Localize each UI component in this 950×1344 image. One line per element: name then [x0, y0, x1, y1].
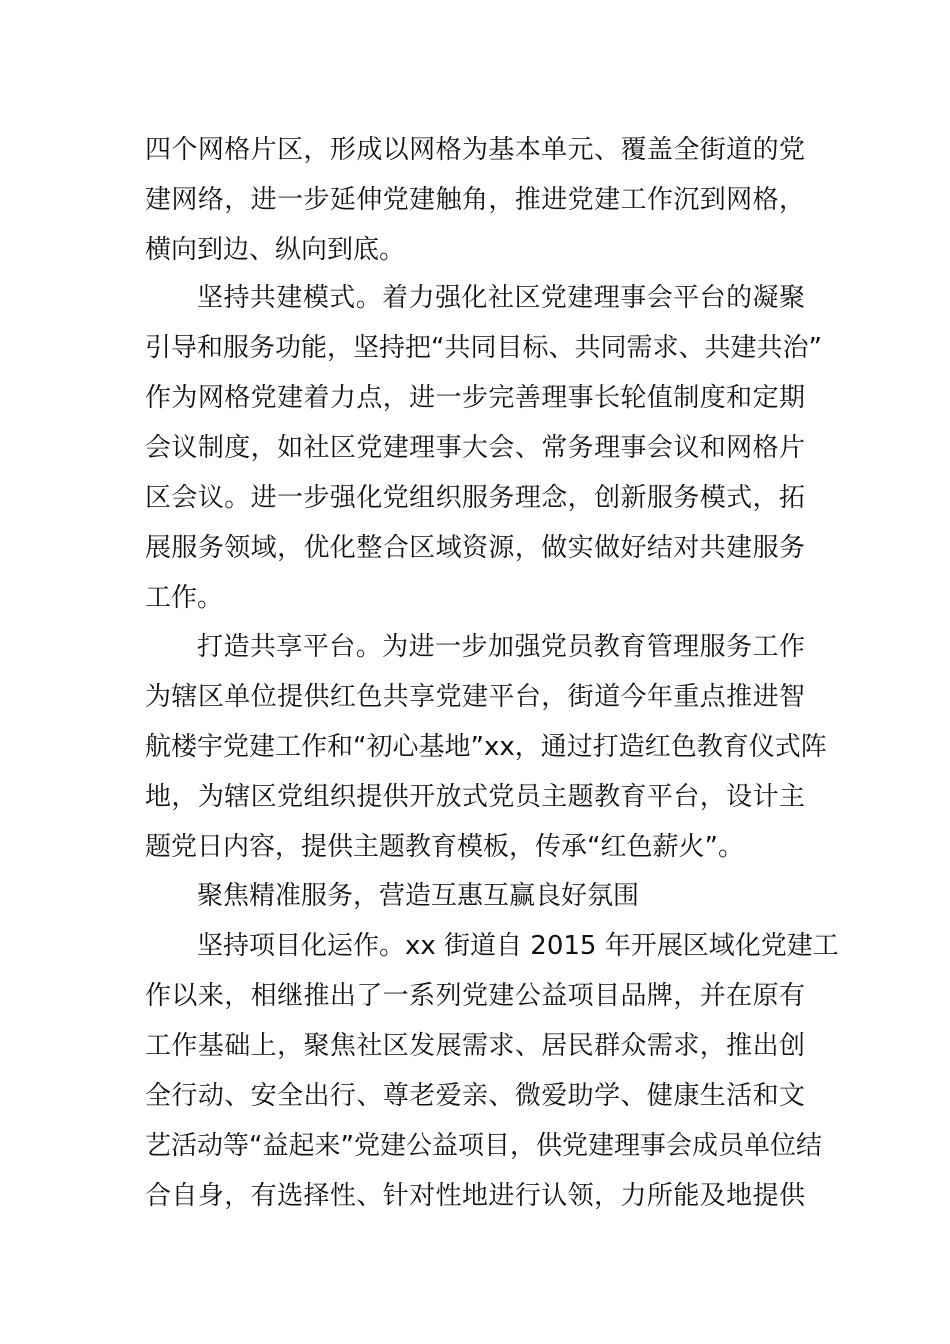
text-line: 航楼宇党建工作和“初心基地”xx，通过打造红色教育仪式阵 [145, 732, 827, 762]
text-line: 工作。 [145, 583, 224, 613]
text-line: 工作基础上，聚焦社区发展需求、居民群众需求，推出创 [145, 1031, 805, 1061]
text-line: 题党日内容，提供主题教育模板，传承“红色薪火”。 [145, 832, 744, 862]
paragraph-heading-line: 坚持共建模式。着力强化社区党建理事会平台的凝聚 [197, 283, 805, 313]
text-line: 地，为辖区党组织提供开放式党员主题教育平台，设计主 [145, 782, 805, 812]
text-line: 展服务领域，优化整合区域资源，做实做好结对共建服务 [145, 533, 805, 563]
text-line: 全行动、安全出行、尊老爱亲、微爱助学、健康生活和文 [145, 1081, 805, 1111]
text-line: 作为网格党建着力点，进一步完善理事长轮值制度和定期 [145, 383, 805, 413]
text-line: 合自身，有选择性、针对性地进行认领，力所能及地提供 [145, 1181, 805, 1211]
text-line: 为辖区单位提供红色共享党建平台，街道今年重点推进智 [145, 682, 805, 712]
text-line: 四个网格片区，形成以网格为基本单元、覆盖全街道的党 [145, 135, 805, 165]
text-line: 艺活动等“益起来”党建公益项目，供党建理事会成员单位结 [145, 1131, 822, 1161]
text-line: 引导和服务功能，坚持把“共同目标、共同需求、共建共治” [145, 333, 822, 363]
text-line: 区会议。进一步强化党组织服务理念，创新服务模式，拓 [145, 483, 805, 513]
paragraph-heading-line: 打造共享平台。为进一步加强党员教育管理服务工作 [197, 632, 805, 662]
text-line: 作以来，相继推出了一系列党建公益项目品牌，并在原有 [145, 981, 805, 1011]
text-line: 会议制度，如社区党建理事大会、常务理事会议和网格片 [145, 433, 805, 463]
text-line: 建网络，进一步延伸党建触角，推进党建工作沉到网格， [145, 185, 805, 215]
paragraph-heading-line: 坚持项目化运作。xx 街道自 2015 年开展区域化党建工 [197, 931, 839, 961]
text-line: 横向到边、纵向到底。 [145, 235, 406, 265]
section-heading: 聚焦精准服务，营造互惠互赢良好氛围 [197, 881, 640, 911]
